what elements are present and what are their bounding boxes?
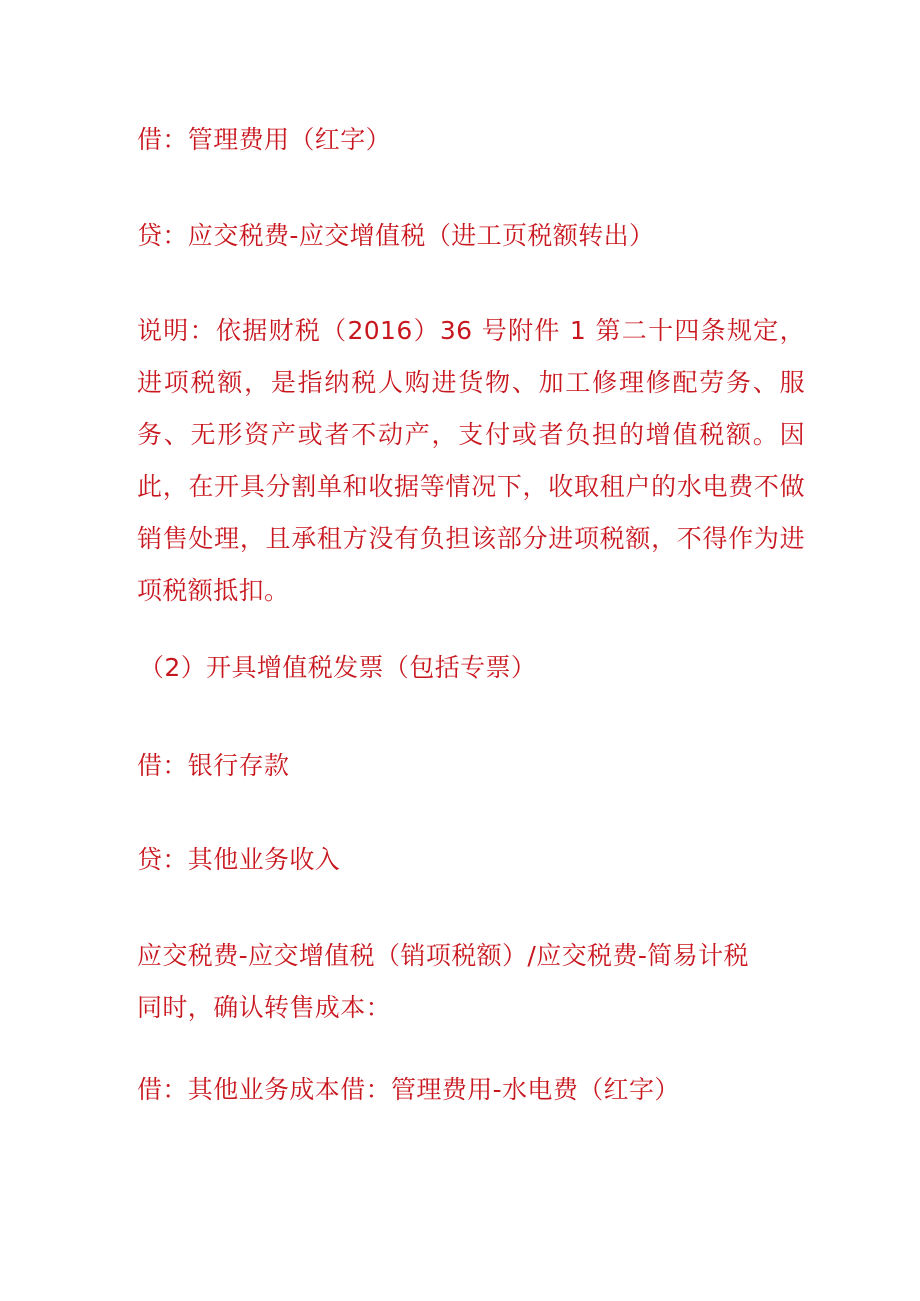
journal-debit-bank: 借：银行存款	[137, 751, 290, 780]
journal-debit-line: 借：管理费用（红字）	[137, 125, 392, 154]
section-heading: （2）开具增值税发票（包括专票）	[139, 653, 537, 682]
explanation-paragraph: 说明：依据财税（2016）36 号附件 1 第二十四条规定，进项税额，是指纳税人购进货物、加工修理修配劳务、服务、无形资产或者不动产，支付或者负担的增值税额。因此，在开具分割单和收据等情况下，收取租户的水电费不做销售处理，且承租方没有负担该部分进项税额，不得作为进项税额抵扣。	[137, 316, 805, 605]
journal-cost-line: 借：其他业务成本借：管理费用-水电费（红字）	[137, 1075, 680, 1104]
cost-confirmation-line: 同时，确认转售成本：	[137, 993, 392, 1022]
journal-tax-line: 应交税费-应交增值税（销项税额）/应交税费-简易计税	[137, 941, 749, 970]
journal-credit-line: 贷：应交税费-应交增值税（进工页税额转出）	[137, 221, 655, 250]
journal-credit-income: 贷：其他业务收入	[137, 845, 341, 874]
